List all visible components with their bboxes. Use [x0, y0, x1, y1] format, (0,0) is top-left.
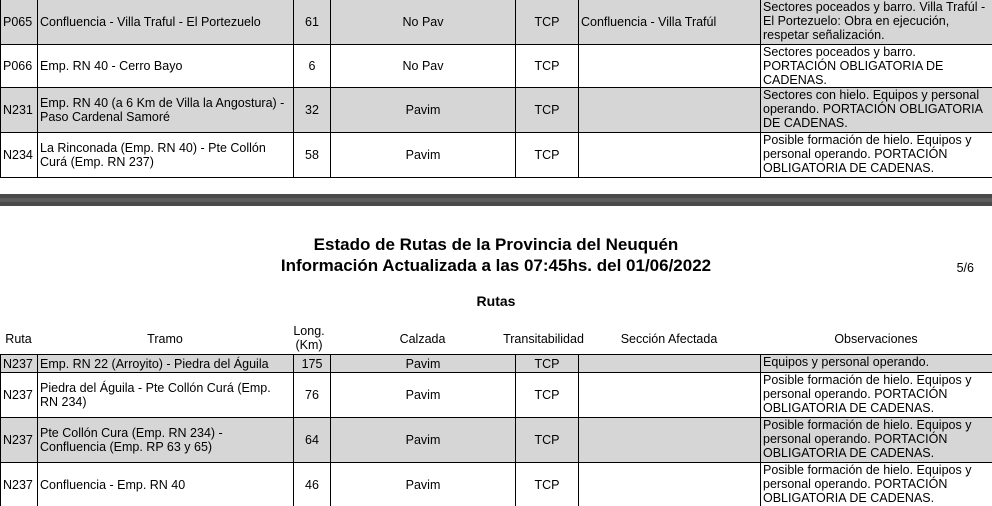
transitabilidad-cell: TCP	[516, 133, 579, 178]
calzada-cell: Pavim	[331, 463, 516, 506]
col-header-tramo: Tramo	[147, 332, 183, 346]
col-header-transitabilidad: Transitabilidad	[503, 332, 584, 346]
seccion-cell	[579, 133, 761, 178]
tramo-cell: Confluencia - Emp. RN 40	[38, 463, 294, 506]
routes-table	[0, 354, 992, 506]
long-cell: 32	[294, 88, 331, 133]
report-update-info: Información Actualizada a las 07:45hs. del 01/06/2022	[280, 256, 712, 275]
transitabilidad-cell: TCP	[516, 373, 579, 418]
long-cell: 76	[294, 373, 331, 418]
ruta-cell: N237	[1, 373, 38, 418]
tramo-cell: Emp. RN 22 (Arroyito) - Piedra del Águila	[38, 355, 294, 373]
routes-table-continued	[0, 0, 992, 178]
table-header	[0, 323, 992, 355]
tramo-cell: Confluencia - Villa Traful - El Portezuelo	[38, 0, 294, 45]
transitabilidad-cell: TCP	[516, 418, 579, 463]
observaciones-cell: Sectores con hielo. Equipos y personal operando. PORTACIÓN OBLIGATORIA DE CADENAS.	[761, 88, 992, 133]
tramo-cell: Piedra del Águila - Pte Collón Curá (Emp. RN 234)	[38, 373, 294, 418]
observaciones-cell: Posible formación de hielo. Equipos y personal operando. PORTACIÓN OBLIGATORIA DE CADENAS.	[761, 373, 992, 418]
ruta-cell: N237	[1, 418, 38, 463]
tramo-cell: Pte Collón Cura (Emp. RN 234) - Confluencia (Emp. RP 63 y 65)	[38, 418, 294, 463]
observaciones-cell: Sectores poceados y barro. Villa Trafúl - El Portezuelo: Obra en ejecución, respetar señalización.	[761, 0, 992, 45]
table-row	[1, 0, 992, 45]
seccion-cell	[579, 88, 761, 133]
col-header-seccion: Sección Afectada	[620, 332, 718, 346]
table-row	[1, 133, 992, 178]
calzada-cell: Pavim	[331, 133, 516, 178]
table-row	[1, 88, 992, 133]
calzada-cell: Pavim	[331, 418, 516, 463]
table-row	[1, 355, 992, 373]
previous-page-fragment	[0, 0, 992, 194]
transitabilidad-cell: TCP	[516, 45, 579, 88]
calzada-cell: Pavim	[331, 373, 516, 418]
ruta-cell: P066	[1, 45, 38, 88]
tramo-cell: La Rinconada (Emp. RN 40) - Pte Collón Curá (Emp. RN 237)	[38, 133, 294, 178]
calzada-cell: Pavim	[331, 355, 516, 373]
ruta-cell: N234	[1, 133, 38, 178]
calzada-cell: No Pav	[331, 0, 516, 45]
long-cell: 175	[294, 355, 331, 373]
long-cell: 46	[294, 463, 331, 506]
transitabilidad-cell: TCP	[516, 0, 579, 45]
ruta-cell: P065	[1, 0, 38, 45]
table-row	[1, 373, 992, 418]
seccion-cell	[579, 418, 761, 463]
report-page	[0, 206, 992, 506]
col-header-calzada: Calzada	[399, 332, 446, 346]
page-number: 5/6	[956, 261, 974, 275]
section-title: Rutas	[476, 293, 516, 309]
report-title: Estado de Rutas de la Provincia del Neuquén	[313, 235, 679, 254]
observaciones-cell: Equipos y personal operando.	[761, 355, 992, 373]
tramo-cell: Emp. RN 40 (a 6 Km de Villa la Angostura) - Paso Cardenal Samoré	[38, 88, 294, 133]
calzada-cell: Pavim	[331, 88, 516, 133]
table-row	[1, 463, 992, 506]
ruta-cell: N237	[1, 463, 38, 506]
observaciones-cell: Posible formación de hielo. Equipos y personal operando. PORTACIÓN OBLIGATORIA DE CADENAS.	[761, 418, 992, 463]
col-header-ruta: Ruta	[5, 332, 32, 346]
long-cell: 61	[294, 0, 331, 45]
seccion-cell	[579, 373, 761, 418]
col-header-observaciones: Observaciones	[834, 332, 918, 346]
seccion-cell	[579, 45, 761, 88]
ruta-cell: N231	[1, 88, 38, 133]
page-separator	[0, 194, 992, 206]
long-cell: 64	[294, 418, 331, 463]
observaciones-cell: Posible formación de hielo. Equipos y personal operando. PORTACIÓN OBLIGATORIA DE CADENAS.	[761, 133, 992, 178]
transitabilidad-cell: TCP	[516, 355, 579, 373]
transitabilidad-cell: TCP	[516, 88, 579, 133]
transitabilidad-cell: TCP	[516, 463, 579, 506]
long-cell: 6	[294, 45, 331, 88]
tramo-cell: Emp. RN 40 - Cerro Bayo	[38, 45, 294, 88]
table-row	[1, 418, 992, 463]
seccion-cell	[579, 355, 761, 373]
long-cell: 58	[294, 133, 331, 178]
calzada-cell: No Pav	[331, 45, 516, 88]
table-row	[1, 45, 992, 88]
col-header-long: Long. (Km)	[293, 324, 325, 352]
ruta-cell: N237	[1, 355, 38, 373]
observaciones-cell: Sectores poceados y barro. PORTACIÓN OBLIGATORIA DE CADENAS.	[761, 45, 992, 88]
seccion-cell: Confluencia - Villa Trafúl	[579, 0, 761, 45]
seccion-cell	[579, 463, 761, 506]
observaciones-cell: Posible formación de hielo. Equipos y personal operando. PORTACIÓN OBLIGATORIA DE CADENAS.	[761, 463, 992, 506]
